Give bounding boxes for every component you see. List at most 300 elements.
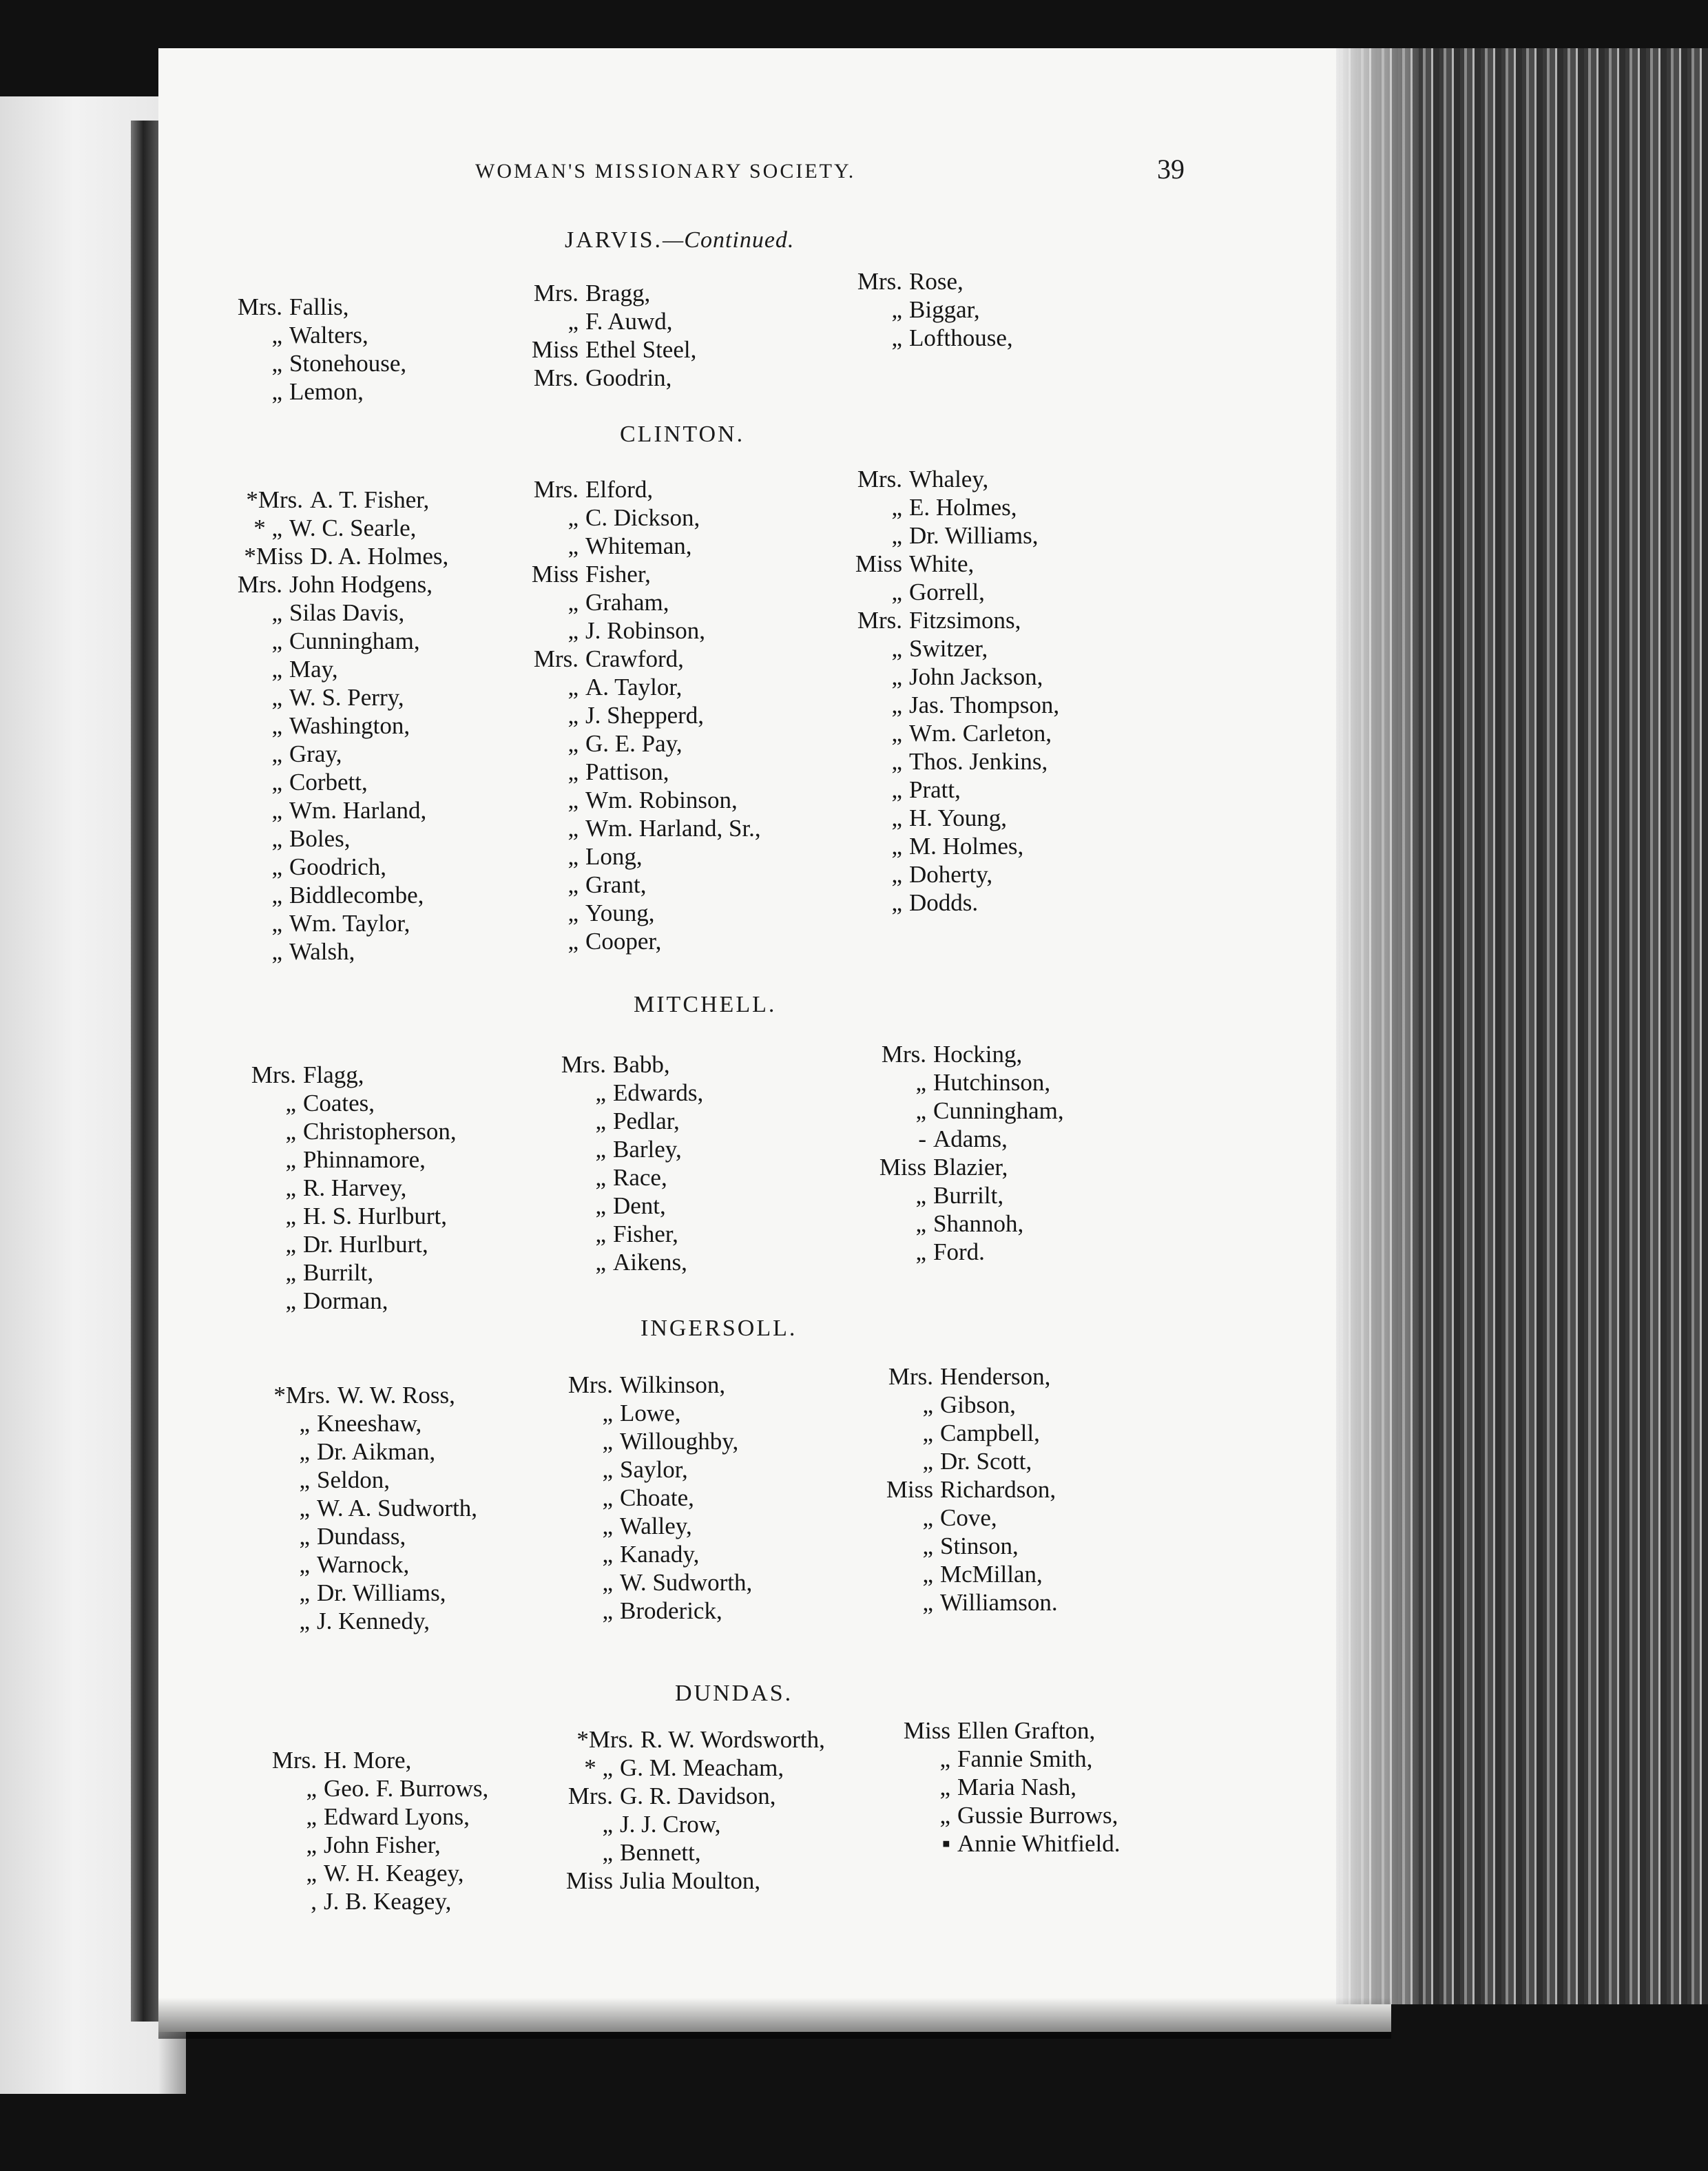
- member-entry: [558, 1867, 825, 1895]
- member-name: Bennett,: [620, 1839, 701, 1866]
- member-entry: [551, 1163, 703, 1192]
- member-title: „: [567, 871, 579, 898]
- member-title: „: [595, 1108, 606, 1134]
- member-title: „: [271, 378, 282, 405]
- member-title: „: [271, 322, 282, 349]
- member-name: H. S. Hurlburt,: [303, 1203, 448, 1229]
- member-title: „: [891, 324, 902, 351]
- member-entry: [871, 1181, 1064, 1209]
- section-heading-suffix: —Continued.: [663, 227, 795, 253]
- member-name: Ethel Steel,: [585, 336, 697, 363]
- member-name: Dr. Williams,: [317, 1579, 446, 1606]
- member-title: Miss: [855, 550, 902, 577]
- member-entry: [871, 1068, 1064, 1097]
- member-entry: [847, 578, 1059, 606]
- member-title: „: [891, 833, 902, 860]
- member-entry: [227, 853, 448, 881]
- member-name: Pedlar,: [613, 1108, 680, 1134]
- member-title: „: [271, 882, 282, 908]
- member-entry: [558, 1484, 752, 1512]
- member-name: Whiteman,: [585, 532, 692, 559]
- member-title: „: [602, 1484, 613, 1511]
- member-name: Choate,: [620, 1484, 694, 1511]
- member-title: „: [271, 684, 282, 711]
- member-entry: [262, 1774, 488, 1803]
- member-name: Stinson,: [940, 1533, 1019, 1559]
- member-title: Miss: [903, 1717, 950, 1744]
- section-heading: [675, 1681, 793, 1707]
- member-title: „: [271, 853, 282, 880]
- section-heading-text: MITCHELL.: [634, 992, 777, 1017]
- member-entry: [523, 532, 761, 560]
- member-name: Dr. Hurlburt,: [303, 1231, 428, 1258]
- member-name: Fannie Smith,: [957, 1745, 1093, 1772]
- member-entry: [262, 1859, 488, 1887]
- member-entry: [227, 599, 448, 627]
- member-entry: [241, 1287, 457, 1315]
- member-title: Mrs.: [533, 280, 579, 307]
- member-title: Miss: [531, 561, 579, 588]
- member-name: May,: [289, 656, 338, 683]
- member-title: „: [567, 928, 579, 955]
- member-entry: [523, 871, 761, 899]
- member-name: W. H. Keagey,: [324, 1860, 464, 1887]
- member-entry: [871, 1153, 1064, 1181]
- member-name: M. Holmes,: [909, 833, 1024, 860]
- member-entry: [262, 1803, 488, 1831]
- member-name: W. Sudworth,: [620, 1569, 753, 1596]
- member-title: Mrs.: [533, 476, 579, 503]
- member-name: John Jackson,: [909, 663, 1043, 690]
- member-entry: [227, 740, 448, 768]
- member-entry: [558, 1754, 825, 1782]
- member-title: „: [271, 350, 282, 377]
- member-name: Hocking,: [933, 1041, 1023, 1068]
- member-name: Christopherson,: [303, 1118, 457, 1145]
- member-entry: [558, 1725, 825, 1754]
- member-name: R. Harvey,: [303, 1174, 407, 1201]
- member-name: Gray,: [289, 740, 342, 767]
- page-number: 39: [1157, 154, 1185, 185]
- name-column: [523, 475, 761, 955]
- member-entry: [262, 1746, 488, 1774]
- member-title: Miss: [886, 1476, 933, 1503]
- member-entry: [895, 1716, 1121, 1745]
- member-title: „: [915, 1069, 926, 1096]
- member-entry: [523, 588, 761, 616]
- member-entry: [255, 1437, 477, 1466]
- name-column: [878, 1362, 1058, 1617]
- member-title: „: [915, 1182, 926, 1209]
- member-title: *Mrs.: [246, 486, 303, 513]
- member-title: „: [285, 1146, 296, 1173]
- member-name: C. Dickson,: [585, 504, 700, 531]
- section-heading: [634, 992, 776, 1018]
- member-entry: [227, 937, 448, 966]
- member-title: * „: [253, 515, 282, 541]
- member-name: Ford.: [933, 1238, 985, 1265]
- section-heading: [565, 227, 794, 253]
- member-entry: [241, 1202, 457, 1230]
- member-title: Mrs.: [881, 1041, 926, 1068]
- member-name: G. R. Davidson,: [620, 1783, 776, 1809]
- member-entry: [558, 1540, 752, 1568]
- member-title: „: [602, 1400, 613, 1426]
- member-entry: [227, 655, 448, 683]
- member-title: „: [271, 740, 282, 767]
- member-entry: [847, 606, 1059, 634]
- member-title: „: [567, 589, 579, 616]
- member-title: „: [567, 815, 579, 842]
- member-entry: [241, 1145, 457, 1174]
- member-title: Mrs.: [561, 1051, 606, 1078]
- member-name: Dundass,: [317, 1523, 406, 1550]
- member-name: G. E. Pay,: [585, 730, 683, 757]
- member-title: Mrs.: [857, 466, 902, 492]
- member-name: Gibson,: [940, 1391, 1016, 1418]
- name-column: [241, 1061, 457, 1315]
- member-name: Race,: [613, 1164, 667, 1191]
- member-entry: [551, 1220, 703, 1248]
- book-gutter: [131, 121, 158, 2022]
- member-name: Dr. Williams,: [909, 522, 1039, 549]
- member-title: Mrs.: [888, 1363, 933, 1390]
- section-heading-text: JARVIS.: [565, 227, 663, 253]
- member-entry: [878, 1419, 1058, 1447]
- member-name: E. Holmes,: [909, 494, 1017, 521]
- member-name: Dr. Scott,: [940, 1448, 1032, 1475]
- name-column: [227, 486, 448, 966]
- member-title: „: [567, 617, 579, 644]
- member-entry: [523, 758, 761, 786]
- member-name: J. Robinson,: [585, 617, 706, 644]
- member-title: „: [567, 674, 579, 700]
- member-name: Jas. Thompson,: [909, 692, 1060, 718]
- member-entry: [871, 1125, 1064, 1153]
- member-name: Williamson.: [940, 1589, 1058, 1616]
- member-name: Grant,: [585, 871, 647, 898]
- member-title: „: [567, 730, 579, 757]
- member-title: „: [939, 1745, 950, 1772]
- member-name: Fallis,: [289, 293, 349, 320]
- member-entry: [558, 1399, 752, 1427]
- member-entry: [241, 1117, 457, 1145]
- member-entry: [558, 1597, 752, 1625]
- member-name: W. S. Perry,: [289, 684, 404, 711]
- member-title: „: [922, 1448, 933, 1475]
- member-entry: [241, 1258, 457, 1287]
- name-column: [847, 465, 1059, 917]
- member-name: Walley,: [620, 1513, 692, 1539]
- member-title: Mrs.: [237, 293, 282, 320]
- member-title: „: [271, 712, 282, 739]
- name-column: [558, 1371, 752, 1625]
- member-entry: [847, 267, 1013, 295]
- member-title: „: [567, 532, 579, 559]
- member-title: „: [602, 1428, 613, 1455]
- member-name: Flagg,: [303, 1061, 364, 1088]
- member-name: Walters,: [289, 322, 368, 349]
- member-name: J. B. Keagey,: [324, 1888, 452, 1915]
- member-name: Thos. Jenkins,: [909, 748, 1048, 775]
- member-entry: [241, 1230, 457, 1258]
- member-title: „: [891, 861, 902, 888]
- member-name: Cooper,: [585, 928, 662, 955]
- member-title: „: [271, 627, 282, 654]
- member-title: „: [915, 1097, 926, 1124]
- member-title: Miss: [565, 1867, 613, 1894]
- member-name: Wilkinson,: [620, 1371, 726, 1398]
- member-entry: [227, 683, 448, 711]
- member-name: Wm. Carleton,: [909, 720, 1052, 747]
- member-entry: [551, 1050, 703, 1079]
- member-name: A. T. Fisher,: [310, 486, 430, 513]
- member-title: „: [891, 804, 902, 831]
- member-name: Crawford,: [585, 645, 684, 672]
- member-title: „: [602, 1597, 613, 1624]
- member-entry: [558, 1838, 825, 1867]
- member-entry: [551, 1192, 703, 1220]
- member-entry: [847, 493, 1059, 521]
- member-title: „: [299, 1410, 310, 1437]
- member-name: Phinnamore,: [303, 1146, 426, 1173]
- member-title: „: [891, 494, 902, 521]
- name-column: [551, 1050, 703, 1276]
- member-name: Burrilt,: [303, 1259, 374, 1286]
- member-name: Cunningham,: [289, 627, 420, 654]
- member-name: Hutchinson,: [933, 1069, 1051, 1096]
- member-name: Goodrich,: [289, 853, 386, 880]
- member-entry: [878, 1447, 1058, 1475]
- member-entry: [847, 776, 1059, 804]
- member-entry: [558, 1782, 825, 1810]
- member-entry: [262, 1887, 488, 1915]
- member-entry: [878, 1560, 1058, 1588]
- member-name: Saylor,: [620, 1456, 688, 1483]
- member-name: Broderick,: [620, 1597, 722, 1624]
- member-name: Annie Whitfield.: [957, 1830, 1121, 1857]
- member-name: Dr. Aikman,: [317, 1438, 436, 1465]
- member-name: Corbett,: [289, 769, 368, 796]
- member-title: „: [595, 1192, 606, 1219]
- member-title: „: [602, 1839, 613, 1866]
- member-title: -: [918, 1125, 926, 1152]
- member-title: „: [891, 635, 902, 662]
- member-entry: [523, 503, 761, 532]
- member-title: „: [285, 1090, 296, 1116]
- member-entry: [878, 1362, 1058, 1391]
- member-entry: [523, 560, 761, 588]
- section-heading-text: CLINTON.: [620, 422, 745, 447]
- page-bottom-shadow: [158, 1997, 1391, 2039]
- member-name: Fitzsimons,: [909, 607, 1021, 634]
- member-title: Miss: [531, 336, 579, 363]
- member-name: Fisher,: [585, 561, 651, 588]
- member-title: „: [602, 1541, 613, 1568]
- member-title: „: [922, 1391, 933, 1418]
- member-entry: [847, 691, 1059, 719]
- member-entry: [871, 1040, 1064, 1068]
- member-entry: [227, 909, 448, 937]
- member-title: Mrs.: [251, 1061, 296, 1088]
- member-title: „: [939, 1774, 950, 1800]
- member-title: „: [915, 1238, 926, 1265]
- member-name: Dodds.: [909, 889, 979, 916]
- name-column: [523, 279, 696, 392]
- member-entry: [523, 814, 761, 842]
- member-title: „: [595, 1164, 606, 1191]
- member-name: Edwards,: [613, 1079, 704, 1106]
- member-entry: [227, 349, 406, 377]
- member-title: „: [595, 1220, 606, 1247]
- member-entry: [523, 927, 761, 955]
- member-title: „: [306, 1860, 317, 1887]
- member-entry: [847, 747, 1059, 776]
- member-name: Biddlecombe,: [289, 882, 424, 908]
- member-name: Rose,: [909, 268, 964, 295]
- member-name: J. Kennedy,: [317, 1608, 430, 1634]
- member-entry: [558, 1371, 752, 1399]
- member-entry: [558, 1568, 752, 1597]
- member-entry: [227, 627, 448, 655]
- member-title: „: [602, 1569, 613, 1596]
- member-entry: [227, 768, 448, 796]
- member-title: Mrs.: [271, 1747, 317, 1774]
- member-name: Dent,: [613, 1192, 666, 1219]
- member-name: J. J. Crow,: [620, 1811, 721, 1838]
- member-entry: [227, 293, 406, 321]
- member-title: „: [922, 1561, 933, 1588]
- member-entry: [523, 786, 761, 814]
- member-entry: [871, 1209, 1064, 1238]
- member-title: „: [602, 1513, 613, 1539]
- member-title: „: [922, 1589, 933, 1616]
- member-title: „: [891, 889, 902, 916]
- member-entry: [847, 663, 1059, 691]
- member-title: „: [922, 1533, 933, 1559]
- member-entry: [551, 1248, 703, 1276]
- member-entry: [523, 645, 761, 673]
- member-name: Wm. Harland, Sr.,: [585, 815, 761, 842]
- member-entry: [523, 616, 761, 645]
- member-entry: [255, 1522, 477, 1550]
- member-name: Kanady,: [620, 1541, 700, 1568]
- member-name: Lofthouse,: [909, 324, 1013, 351]
- member-entry: [523, 307, 696, 335]
- member-entry: [255, 1409, 477, 1437]
- member-name: John Fisher,: [324, 1831, 441, 1858]
- member-title: „: [891, 579, 902, 605]
- member-title: „: [271, 910, 282, 937]
- member-name: Bragg,: [585, 280, 651, 307]
- member-entry: [523, 673, 761, 701]
- member-title: „: [922, 1504, 933, 1531]
- member-entry: [847, 521, 1059, 550]
- member-name: Richardson,: [940, 1476, 1056, 1503]
- member-name: F. Auwd,: [585, 308, 673, 335]
- member-name: Aikens,: [613, 1249, 687, 1276]
- member-name: Pratt,: [909, 776, 961, 803]
- member-entry: [255, 1579, 477, 1607]
- member-entry: [847, 719, 1059, 747]
- member-name: Elford,: [585, 476, 654, 503]
- member-entry: [847, 324, 1013, 352]
- member-title: „: [939, 1802, 950, 1829]
- member-title: „: [299, 1608, 310, 1634]
- section-heading-text: DUNDAS.: [675, 1681, 793, 1706]
- member-title: „: [891, 522, 902, 549]
- member-entry: [241, 1089, 457, 1117]
- member-title: Mrs.: [567, 1371, 613, 1398]
- member-entry: [847, 465, 1059, 493]
- member-name: Campbell,: [940, 1420, 1040, 1446]
- member-title: Mrs.: [857, 607, 902, 634]
- member-title: „: [285, 1118, 296, 1145]
- name-column: [847, 267, 1013, 352]
- member-title: „: [271, 656, 282, 683]
- member-title: „: [567, 758, 579, 785]
- member-entry: [523, 701, 761, 729]
- member-title: „: [567, 900, 579, 926]
- member-title: *Mrs.: [273, 1382, 331, 1409]
- name-column: [227, 293, 406, 406]
- member-entry: [551, 1135, 703, 1163]
- member-name: Geo. F. Burrows,: [324, 1775, 489, 1802]
- member-title: „: [595, 1079, 606, 1106]
- member-name: Wm. Taylor,: [289, 910, 410, 937]
- member-name: Graham,: [585, 589, 669, 616]
- member-entry: [878, 1532, 1058, 1560]
- member-name: Barley,: [613, 1136, 682, 1163]
- member-name: Willoughby,: [620, 1428, 739, 1455]
- name-column: [262, 1746, 488, 1915]
- member-title: „: [306, 1803, 317, 1830]
- member-title: *Miss: [244, 543, 303, 570]
- member-name: G. M. Meacham,: [620, 1754, 784, 1781]
- member-name: Gussie Burrows,: [957, 1802, 1118, 1829]
- member-entry: [878, 1504, 1058, 1532]
- member-name: A. Taylor,: [585, 674, 683, 700]
- member-title: „: [602, 1456, 613, 1483]
- member-entry: [227, 881, 448, 909]
- member-entry: [847, 889, 1059, 917]
- member-title: „: [891, 692, 902, 718]
- section-heading-text: INGERSOLL.: [640, 1316, 798, 1341]
- member-entry: [262, 1831, 488, 1859]
- member-name: Blazier,: [933, 1154, 1008, 1181]
- member-entry: [847, 860, 1059, 889]
- member-entry: [551, 1079, 703, 1107]
- member-entry: [227, 711, 448, 740]
- section-heading: [620, 422, 744, 448]
- member-title: „: [285, 1203, 296, 1229]
- member-name: Walsh,: [289, 938, 355, 965]
- member-name: Long,: [585, 843, 643, 870]
- member-entry: [558, 1427, 752, 1455]
- member-name: Gorrell,: [909, 579, 985, 605]
- page-edge-fade: [1336, 48, 1419, 2004]
- member-entry: [558, 1810, 825, 1838]
- member-name: Kneeshaw,: [317, 1410, 422, 1437]
- member-name: Pattison,: [585, 758, 669, 785]
- member-entry: [255, 1607, 477, 1635]
- member-entry: [255, 1381, 477, 1409]
- member-title: Miss: [879, 1154, 926, 1181]
- member-title: „: [891, 720, 902, 747]
- member-entry: [551, 1107, 703, 1135]
- member-entry: [227, 514, 448, 542]
- member-entry: [227, 321, 406, 349]
